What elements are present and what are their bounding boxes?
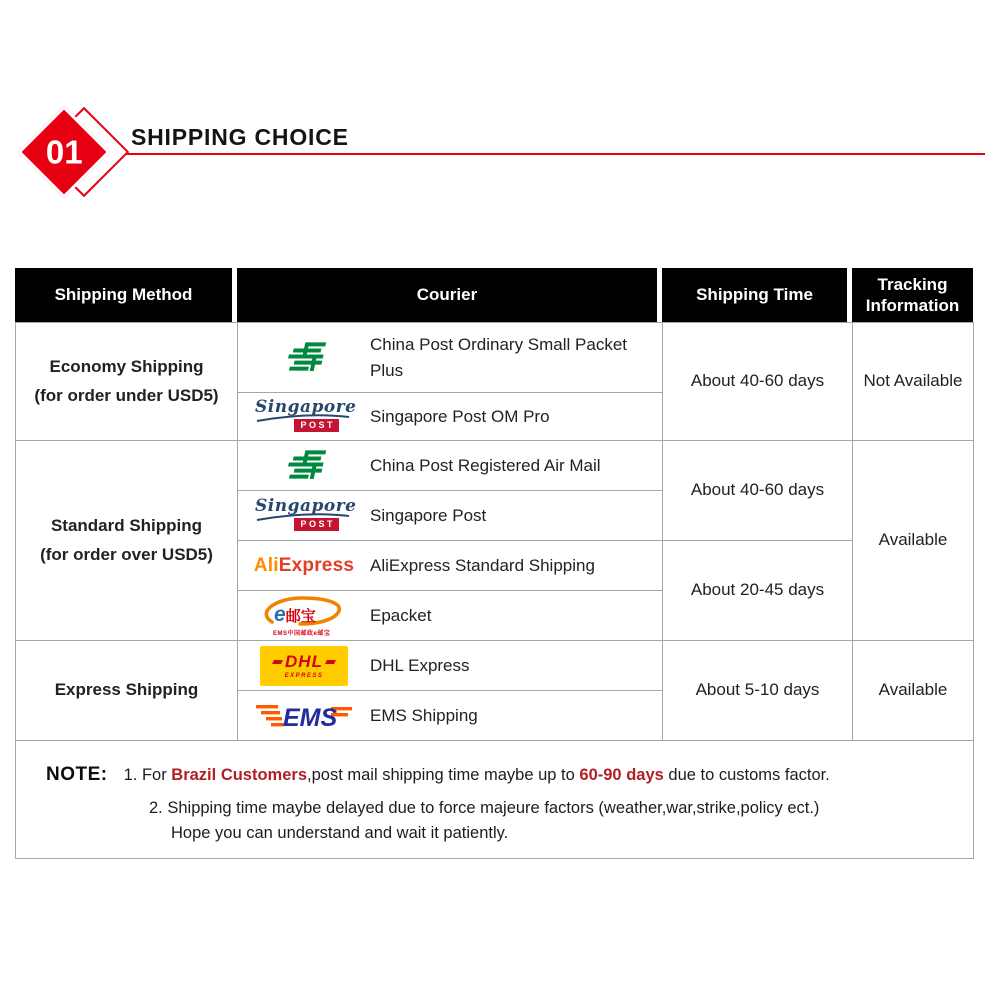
- courier-cell: [238, 393, 663, 441]
- table-row: [16, 441, 974, 491]
- courier-name: AliExpress Standard Shipping: [370, 555, 595, 575]
- aliexpress-logo-icon: AliExpress: [253, 554, 355, 576]
- courier-cell: [238, 441, 663, 491]
- note-cell: [16, 741, 974, 859]
- shipping-time-cell: About 5-10 days: [663, 641, 853, 741]
- method-name: Express Shipping: [54, 680, 199, 700]
- tracking-cell: Available: [853, 641, 974, 741]
- method-condition: (for order over USD5): [40, 544, 213, 564]
- courier-name: DHL Express: [370, 655, 470, 675]
- courier-name: Singapore Post: [370, 505, 487, 525]
- header-tracking-information: Tracking Information: [852, 268, 973, 322]
- table-row: [16, 641, 974, 691]
- courier-name: Epacket: [370, 605, 432, 625]
- table-row: [16, 741, 974, 859]
- method-standard-cell: [16, 441, 238, 641]
- courier-cell: [238, 691, 663, 741]
- ems-logo-icon: [238, 700, 370, 732]
- method-name: Economy Shipping: [49, 356, 204, 376]
- courier-cell: [238, 541, 663, 591]
- shipping-table: [15, 268, 973, 859]
- singapore-post-logo-icon: Singapore POST: [255, 396, 357, 430]
- banner-divider-line: [117, 153, 985, 155]
- china-post-emblem-icon: [238, 337, 370, 379]
- page-title: SHIPPING CHOICE: [131, 124, 349, 150]
- shipping-time-cell: About 20-45 days: [663, 541, 853, 641]
- note-days-highlight: 60-90 days: [579, 766, 664, 784]
- method-name: Standard Shipping: [50, 515, 203, 535]
- courier-name: EMS Shipping: [370, 705, 478, 725]
- dhl-logo-icon: DHL EXPRESS: [238, 646, 370, 686]
- china-post-emblem-icon: [238, 445, 370, 487]
- method-economy-cell: [16, 323, 238, 441]
- header-shipping-time: Shipping Time: [662, 268, 847, 322]
- method-condition: (for order under USD5): [34, 385, 219, 405]
- method-express-cell: [16, 641, 238, 741]
- courier-cell: [238, 491, 663, 541]
- table-header-row: [15, 268, 973, 322]
- tracking-cell: Available: [853, 441, 974, 641]
- header-shipping-method: Shipping Method: [15, 268, 232, 322]
- courier-name: Singapore Post OM Pro: [370, 406, 550, 426]
- courier-cell: [238, 641, 663, 691]
- svg-text:EMS: EMS: [283, 703, 338, 732]
- epacket-logo-icon: e邮宝 EMS中国邮政e邮宝: [238, 594, 370, 638]
- note-item-1: 1. For Brazil Customers,post mail shipping time maybe up to 60-90 days due to customs factor.: [123, 766, 830, 784]
- courier-name: China Post Registered Air Mail: [370, 455, 601, 475]
- shipping-table-body: [15, 322, 974, 859]
- courier-name: China Post Ordinary Small Packet Plus: [370, 335, 627, 380]
- shipping-time-cell: About 40-60 days: [663, 441, 853, 541]
- note-brazil-highlight: Brazil Customers: [171, 766, 308, 784]
- singapore-post-logo-icon: Singapore POST: [255, 495, 357, 529]
- shipping-time-cell: About 40-60 days: [663, 323, 853, 441]
- tracking-cell: Not Available: [853, 323, 974, 441]
- note-label: NOTE:: [46, 764, 108, 785]
- courier-cell: [238, 323, 663, 393]
- courier-cell: [238, 591, 663, 641]
- header-courier: Courier: [237, 268, 657, 322]
- note-item-2-continued: Hope you can understand and wait it patiently.: [171, 824, 509, 842]
- table-row: [16, 323, 974, 393]
- note-item-2: 2. Shipping time maybe delayed due to force majeure factors (weather,war,strike,policy ect.): [149, 799, 820, 817]
- section-number: 01: [45, 133, 83, 170]
